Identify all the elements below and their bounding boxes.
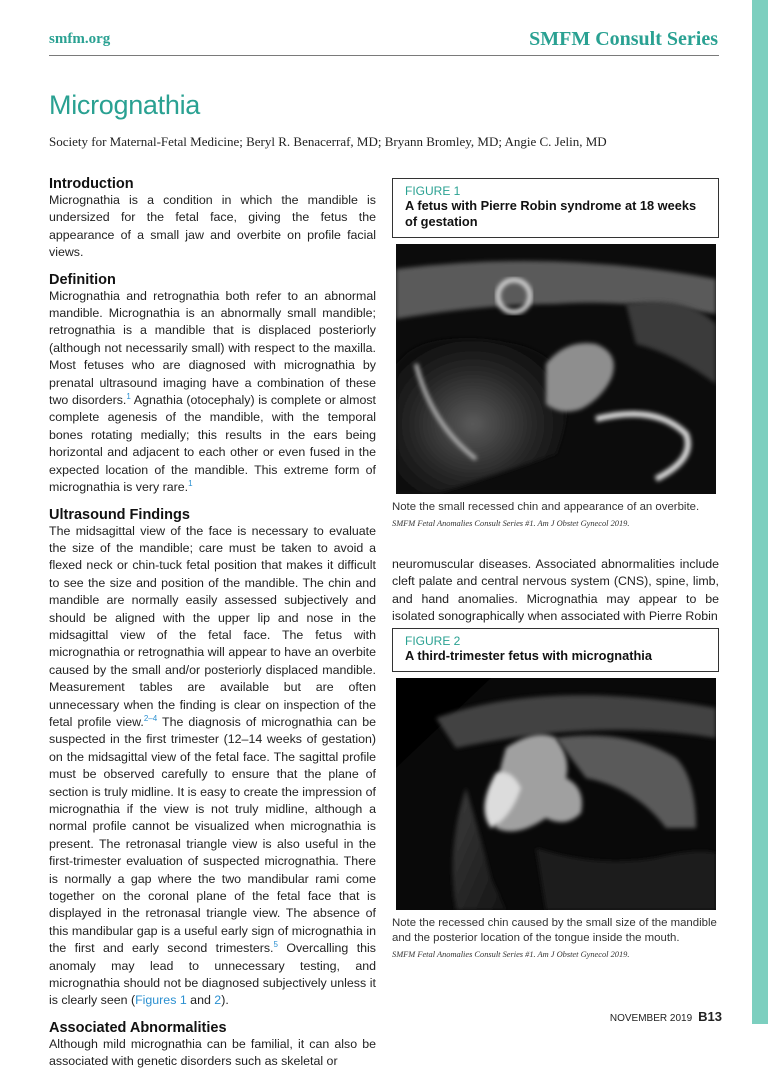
citation-ref[interactable]: 5 [273,940,278,950]
ultrasound-image-figure-1 [396,244,716,494]
issue-date: NOVEMBER 2019 [609,1013,693,1024]
header-divider [49,55,719,56]
citation-ref[interactable]: 1 [188,478,193,488]
section-associated-abnormalities [49,1020,376,1071]
page-number: B13 [698,1009,722,1024]
ultrasound-image-figure-2 [396,678,716,910]
figure-2-source: SMFM Fetal Anomalies Consult Series #1. Am J Obstet Gynecol 2019. [392,950,630,959]
figure-1 [392,178,719,528]
figure-2 [392,628,719,959]
ultrasound-text: The midsagittal view of the face is necessary to evaluate the size of the mandible; care must be taken to avoid a flexed neck or chin-tuck fetal position that makes it difficult to see the size and position of the mandible. The chin and mandible are normally easily assessed subjectively and should be aligned with the upper lip and nose in the midsagittal view of the fetal face. The fetus with micrognathia or retrognathia will appear to have an overbite caused by the small and/or posteriorly displaced mandible. Measurement tables are available but are often unnecessary when the finding is clear on inspection of the fetal profile view.$^{2-4}$ The diagnosis of micrognathia can be suspected in the first trimester (12–14 weeks of gestation) on the midsagittal view of the fetal face. The sagittal profile must be observed carefully to ensure that the plane of section is truly midline. It is easy to create the impression of micrognathia if the view is not truly midline, although a normal profile cannot be visualized when micrognathia is present. The retronasal triangle view is also useful in the first-trimester evaluation of suspected micrognathia. There is normally a gap where the two mandibular rami come together on the coronal plane of the fetal face that is displayed in the retronasal triangle view. The absence of this mandibular gap is a useful early sign of micrognathia in the first and early second trimesters.$^5$ Overcalling this anomaly may lead to unnecessary testing, and micrognathia should not be diagnosed subjectively unless it is clearly seen (Figures 1 and 2). [49,523,376,1008]
article-title: Micrognathia [49,90,200,120]
series-title: SMFM Consult Series [529,28,718,50]
figure-1-title: A fetus with Pierre Robin syndrome at 18 weeks of gestation [405,198,697,229]
left-column [49,176,376,1081]
associated-heading: Associated Abnormalities [49,1019,227,1036]
figure-1-source: SMFM Fetal Anomalies Consult Series #1. Am J Obstet Gynecol 2019. [392,519,630,528]
author-list: Society for Maternal-Fetal Medicine; Beryl R. Benacerraf, MD; Bryann Bromley, MD; Angie C. Jelin, MD [49,134,607,149]
figure-1-link[interactable]: Figures 1 [135,993,187,1008]
section-introduction [49,176,376,262]
figure-1-caption: Note the small recessed chin and appearance of an overbite. [392,501,700,513]
introduction-text: Micrognathia is a condition in which the mandible is undersized for the fetal face, giving the fetus the appearance of a small jaw and overbite on profile facial views. [49,193,376,260]
page-footer [610,1009,722,1024]
section-ultrasound-findings [49,507,376,1010]
site-link[interactable]: smfm.org [49,31,111,47]
definition-heading: Definition [49,271,116,288]
figure-1-label: FIGURE 1 [405,184,461,198]
figure-2-title: A third-trimester fetus with micrognathia [405,648,652,663]
definition-text: Micrognathia and retrognathia both refer to an abnormal mandible. Micrognathia is an abnormally small mandible; retrognathia is a mandible that is displaced posteriorly (although not necessarily small) with respect to the maxilla. Most fetuses who are diagnosed with micrognathia by prenatal ultrasound imaging have a combination of these two disorders.$^1$ Agnathia (otocephaly) is complete or almost complete agenesis of the mandible, with the temporal bones rotating medially; this results in the ears being horizontal and adjacent to each other or even fused in the expected location of the mandible. This extreme form of micrognathia is very rare.$^1$ [49,288,376,495]
figure-2-link[interactable]: 2 [214,993,222,1008]
figure-2-title-box [392,628,719,672]
section-definition [49,272,376,497]
side-color-bar [752,0,768,1024]
figure-1-title-box [392,178,719,238]
ultrasound-heading: Ultrasound Findings [49,506,190,523]
citation-ref[interactable]: 2–4 [143,713,158,723]
figure-2-label: FIGURE 2 [405,634,461,648]
figure-2-caption: Note the recessed chin caused by the small size of the mandible and the posterior location of the tongue inside the mouth. [392,917,717,944]
continued-text: neuromuscular diseases. Associated abnormalities include cleft palate and central nervous system (CNS), spine, limb, and hand anomalies. Micrognathia may appear to be isolated sonographically when associated with Pierre Robin [392,557,719,624]
citation-ref[interactable]: 1 [126,391,131,401]
introduction-heading: Introduction [49,176,134,192]
associated-text: Although mild micrognathia can be familial, it can also be associated with genetic disorders such as skeletal or [49,1036,376,1069]
